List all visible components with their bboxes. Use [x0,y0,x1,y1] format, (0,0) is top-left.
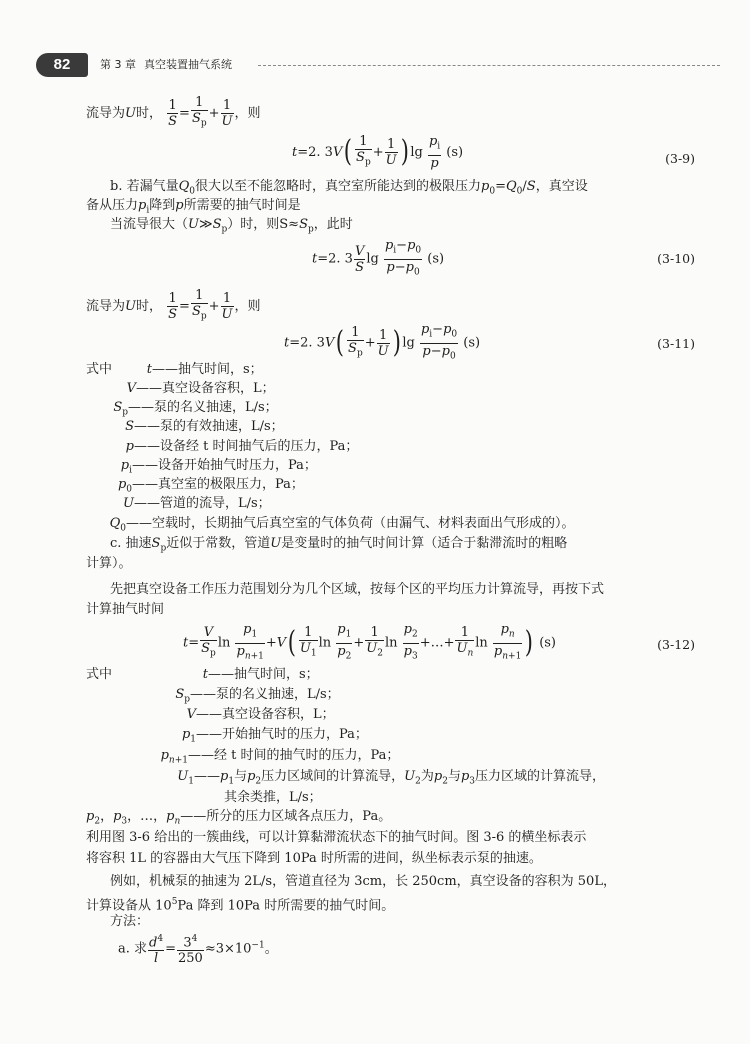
definition2-t: t——抽气时间，s； [202,667,319,682]
para-c-line-2: 计算）。 [86,556,132,571]
definition-Q0: $Q_0——$空载时，长期抽气后真空室的气体负荷（由漏气、材料表面出气形成的）。 [109,516,575,534]
para-example-line-1: 例如，机械泵的抽速为 2L/s，管道直径为 3cm，长 250cm，真空设备的容积为 50L， [110,874,616,889]
para-example-line-2: 计算设备从 $10^5Pa$ 降到 10Pa 时所需要的抽气时间。 [86,897,395,914]
equation-3-12: t= $\frac{V}{S_p}$ ln $\frac{p_1}{p_{n+1}}$ +V( $\frac{1}{U_1}$ ln $\frac{p_1}{p_2}$ + $\frac{1}{U_2}$ ln $\frac{p_2}{p_3}$ +…+ $\frac{1}{U_n}$ ln $\frac{p_n}{p_{n+1}}$ ) (s) [183,622,556,664]
definition-p: p——设备经 t 时间抽气后的压力，Pa； [125,439,359,454]
definition2-p1: $p_1——$开始抽气时的压力，Pa； [181,727,368,745]
definition-Sp: $S_p——$泵的名义抽速，L/s； [113,400,278,418]
equation-number-3-9: (3-9) [665,151,695,166]
definition-p0: $p_0——$真空室的极限压力，Pa； [117,477,304,495]
definition-t: t——抽气时间，s； [146,362,263,377]
definition-S: S——泵的有效抽速，L/s； [125,419,284,434]
para-segment-line-1: 先把真空设备工作压力范围划分为几个区域，按每个区的平均压力计算流导，再按下式 [110,582,605,597]
method-label: 方法： [110,914,150,929]
para-figure-line-1: 利用图 3-6 给出的一簇曲线，可以计算黏滞流状态下的抽气时间。图 3-6 的横坐标表示 [86,830,587,845]
definition-V: V——真空设备容积，L； [126,381,275,396]
header-rule [258,65,720,66]
para-figure-line-2: 将容积 1L 的容器由大气压下降到 10Pa 时所需的进间，纵坐标表示泵的抽速。 [86,851,542,866]
chapter-heading [100,56,232,72]
definition2-pn: $p_2$，$p_3$，…，$p_n——$所分的压力区域各点压力，Pa。 [86,809,392,827]
conductance-condition-2: 流导为U时， $\frac{1}{S}$ = $\frac{1}{S_p}$ + $\frac{1}{U}$ ，则 [86,288,261,325]
page-number: 82 [36,53,88,77]
definition-U: U——管道的流导，L/s； [123,496,271,511]
definition-pi: $p_i——$设备开始抽气时压力，Pa； [120,458,317,476]
where-label-2: 式中 [86,667,113,682]
chapter-number: 第 3 章 [100,58,136,71]
para-b-line-1: b. 若漏气量$Q_0$很大以至不能忽略时，真空室所能达到的极限压力$p_0=Q_0/S$，真空设 [110,179,588,197]
equation-number-3-11: (3-11) [657,336,695,351]
equation-3-11: t=2. 3V( $\frac{1}{S_p}$ + $\frac{1}{U}$ ) lg $\frac{p_i-p_0}{p-p_0}$ (s) [284,322,480,364]
definition2-V: V——真空设备容积，L； [186,707,335,722]
para-b-line-2: 备从压力$p_i$降到p所需要的抽气时间是 [86,198,301,216]
equation-3-10: t=2. 3 $\frac{V}{S}$ lg $\frac{p_i-p_0}{p-p_0}$ (s) [312,238,444,280]
equation-3-9: t=2. 3V( $\frac{1}{S_p}$ + $\frac{1}{U}$ ) lg $\frac{p_i}{p}$ (s) [292,134,464,171]
definition2-U1-cont: 其余类推，L/s； [224,790,322,805]
para-segment-line-2: 计算抽气时间 [86,602,165,617]
where-label-1: 式中 [86,362,113,377]
equation-number-3-12: (3-12) [657,637,695,652]
definition2-Sp: $S_p——$泵的名义抽速，L/s； [175,687,340,705]
definition2-pn1: $p_{n+1}——$经 t 时间的抽气时的压力，Pa； [160,748,400,766]
definition2-U1: $U_1——p_1$与$p_2$压力区域间的计算流导，$U_2$为$p_2$与$p_3$压力区域的计算流导， [177,769,606,787]
para-c-line-1: c. 抽速$S_p$近似于常数，管道U是变量时的抽气时间计算（适合于黏滞流时的粗略 [110,536,568,554]
conductance-condition-1: 流导为U时， $\frac{1}{S}$ = $\frac{1}{S_p}$ + $\frac{1}{U}$ ，则 [86,95,261,132]
chapter-title: 真空装置抽气系统 [144,58,232,71]
step-a: a. 求 $\frac{d^4}{l}$ = $\frac{3^4}{250}$ $\approx 3\times 10^{-1}$。 [118,934,278,967]
equation-number-3-10: (3-10) [657,251,695,266]
para-large-conductance: 当流导很大$(U≫S_p)$时，则$S\approx S_p$，此时 [110,217,353,235]
